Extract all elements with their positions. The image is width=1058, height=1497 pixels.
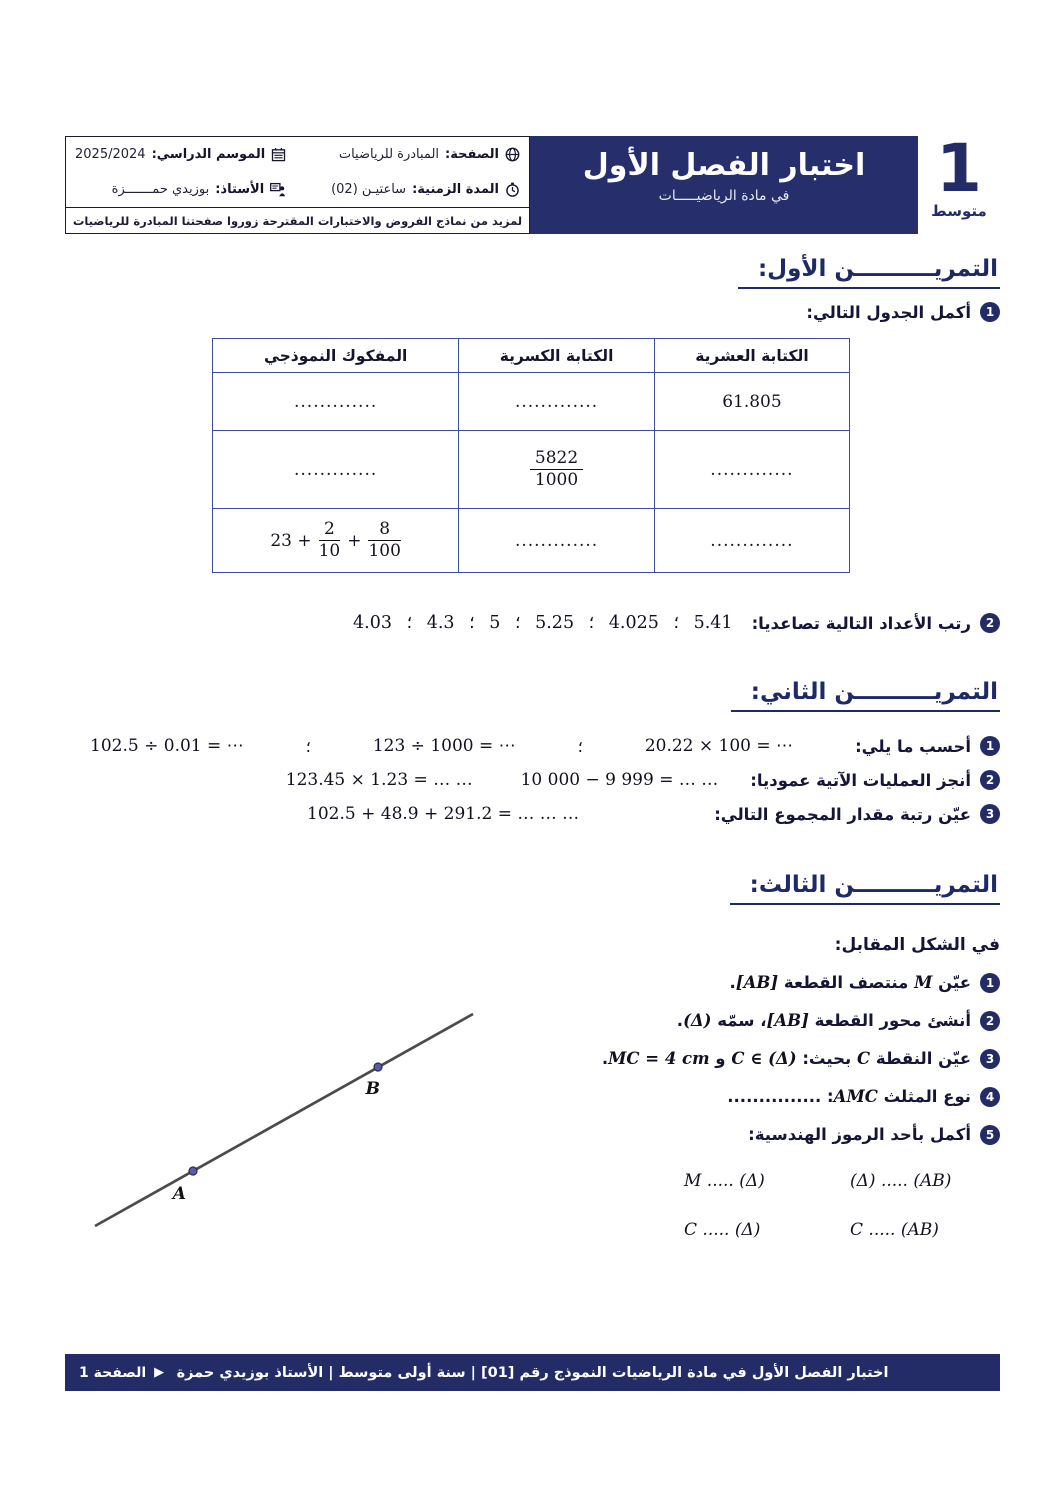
page-label: الصفحة: [445,147,499,162]
info-page [295,137,529,172]
grade-level [918,130,1000,234]
title-box [530,136,918,234]
equation: 102.5 ÷ 0.01 = ⋯ [90,736,244,756]
point-b-label: B [365,1079,380,1099]
col-decimal: الكتابة العشرية [654,339,849,373]
equation: 123.45 × 1.23 = … … [285,770,473,790]
footer-page-number: الصفحة 1 ▶ [79,1364,165,1381]
cell-expansion: ............. [213,373,459,431]
exercise1-item2 [65,613,1000,633]
item-number-badge: 3 [980,1049,1000,1069]
stopwatch-icon [505,182,520,197]
relation: C ..... (AB) [850,1220,939,1240]
fraction: $\frac{8}{100}$ [368,519,401,561]
equation: 20.22 × 100 = ⋯ [644,736,794,756]
cell-decimal: ............. [654,509,849,573]
item-number-badge: 1 [980,973,1000,993]
relation: (Δ) ..... (AB) [850,1171,952,1191]
info-duration [295,172,529,207]
cell-decimal: 61.805 [654,373,849,431]
geometry-figure [65,971,545,1240]
equation: 102.5 + 48.9 + 291.2 = … … … [307,804,580,824]
cell-expansion: ............. [213,431,459,509]
exercise3-item4: 4 نوع المثلث AMC: ............... [545,1085,1000,1109]
item-text: رتب الأعداد التالية تصاعديا: [751,613,971,633]
exercise2-heading: التمريــــــــــن الثاني: [731,679,1000,712]
exercise3-heading: التمريــــــــــن الثالث: [730,872,1000,905]
teacher-value: بوزيدي حمـــــــزة [111,182,210,197]
page-footer [65,1354,1000,1391]
exercise3-item5: 5 أكمل بأحد الرموز الهندسية: [545,1123,1000,1147]
number-list: 5.41 ؛ 4.025 ؛ 5.25 ؛ 5 ؛ 4.3 ؛ 4.03 [353,613,733,633]
item-number-badge: 2 [980,613,1000,633]
item-number-badge: 1 [980,302,1000,322]
item-text: أحسب ما يلي: [855,736,971,756]
cell-fraction: ............. [459,373,655,431]
exercise3-item2: 2 أنشئ محور القطعة [AB]، سمّه (Δ). [545,1009,1000,1033]
duration-value: ساعتيـن (02) [331,182,407,197]
table-header-row [213,339,850,373]
relation: M ..... (Δ) [684,1171,765,1191]
item-number-badge: 2 [980,1011,1000,1031]
exercise1-heading: التمريــــــــــن الأول: [738,256,1000,289]
calendar-icon [271,147,286,162]
line-ab-figure [75,1001,507,1239]
grade-label: متوسط [931,201,987,220]
teacher-label: الأستاذ: [215,182,265,197]
table-row [213,373,850,431]
point-a-label: A [172,1184,186,1204]
grade-number: 1 [936,130,982,207]
cell-fraction [459,431,655,509]
duration-label: المدة الزمنية: [412,182,499,197]
info-season [66,137,295,172]
relation: C ..... (Δ) [684,1220,761,1240]
expanded-form: 23 + $\frac{2}{10}$ + $\frac{8}{100}$ [270,519,401,561]
table-row [213,509,850,573]
exam-subtitle: في مادة الرياضيـــــات [658,187,790,204]
item-number-badge: 2 [980,770,1000,790]
cell-fraction: ............. [459,509,655,573]
fraction: $\frac{5822}{1000}$ [530,449,583,489]
item-number-badge: 1 [980,736,1000,756]
symbol-relations [684,1171,1000,1240]
exercise2-item3 [65,804,1000,824]
globe-icon [505,147,520,162]
col-expansion: المفكوك النموذجي [213,339,459,373]
col-fraction: الكتابة الكسرية [459,339,655,373]
item-number-badge: 5 [980,1125,1000,1145]
exercise2-item1 [65,736,1000,756]
season-label: الموسم الدراسي: [151,147,266,162]
teacher-icon [270,182,286,197]
exam-title: اختبار الفصل الأول [582,148,866,183]
item-number-badge: 3 [980,804,1000,824]
separator: ؛ [305,736,311,756]
equation: 123 ÷ 1000 = ⋯ [372,736,516,756]
arrow-right-icon: ▶ [154,1365,165,1380]
exercise3-list [545,971,1000,1240]
exercise2-item2 [65,770,1000,790]
fraction: $\frac{2}{10}$ [318,519,341,561]
equation: 10 000 − 9 999 = … … [520,770,719,790]
conversion-table [212,338,850,573]
point-b [374,1063,382,1071]
table-row [213,431,850,509]
header-note: لمزيد من نماذج الفروض والاختبارات المقترحة زوروا صفحتنا المبادرة للرياضيات [66,207,529,233]
info-teacher [66,172,295,207]
item-text: أكمل الجدول التالي: [806,302,971,322]
exercise3-body [65,971,1000,1240]
exercise3-intro: في الشكل المقابل: [834,935,1000,955]
point-a [189,1167,197,1175]
item-number-badge: 4 [980,1087,1000,1107]
exercise1-item1 [65,302,1000,322]
exercise3-item3: 3 عيّن النقطة C بحيث: C ∈ (Δ) و MC = 4 cm. [545,1047,1000,1071]
info-box [65,136,530,234]
cell-decimal: ............. [654,431,849,509]
exercise3-item1: 1 عيّن M منتصف القطعة [AB]. [545,971,1000,995]
item-text: عيّن رتبة مقدار المجموع التالي: [714,804,971,824]
footer-text: اختبار الفصل الأول في مادة الرياضيات النموذج رقم [01] | سنة أولى متوسط | الأستاذ بوزيدي حمزة [176,1364,889,1381]
exam-header [65,130,1000,234]
page-value: المبادرة للرياضيات [338,147,440,162]
separator: ؛ [577,736,583,756]
item-text: أنجز العمليات الآتية عموديا: [750,770,971,790]
season-value: 2025/2024 [75,147,146,162]
line-through-ab [95,1014,473,1226]
cell-expansion [213,509,459,573]
